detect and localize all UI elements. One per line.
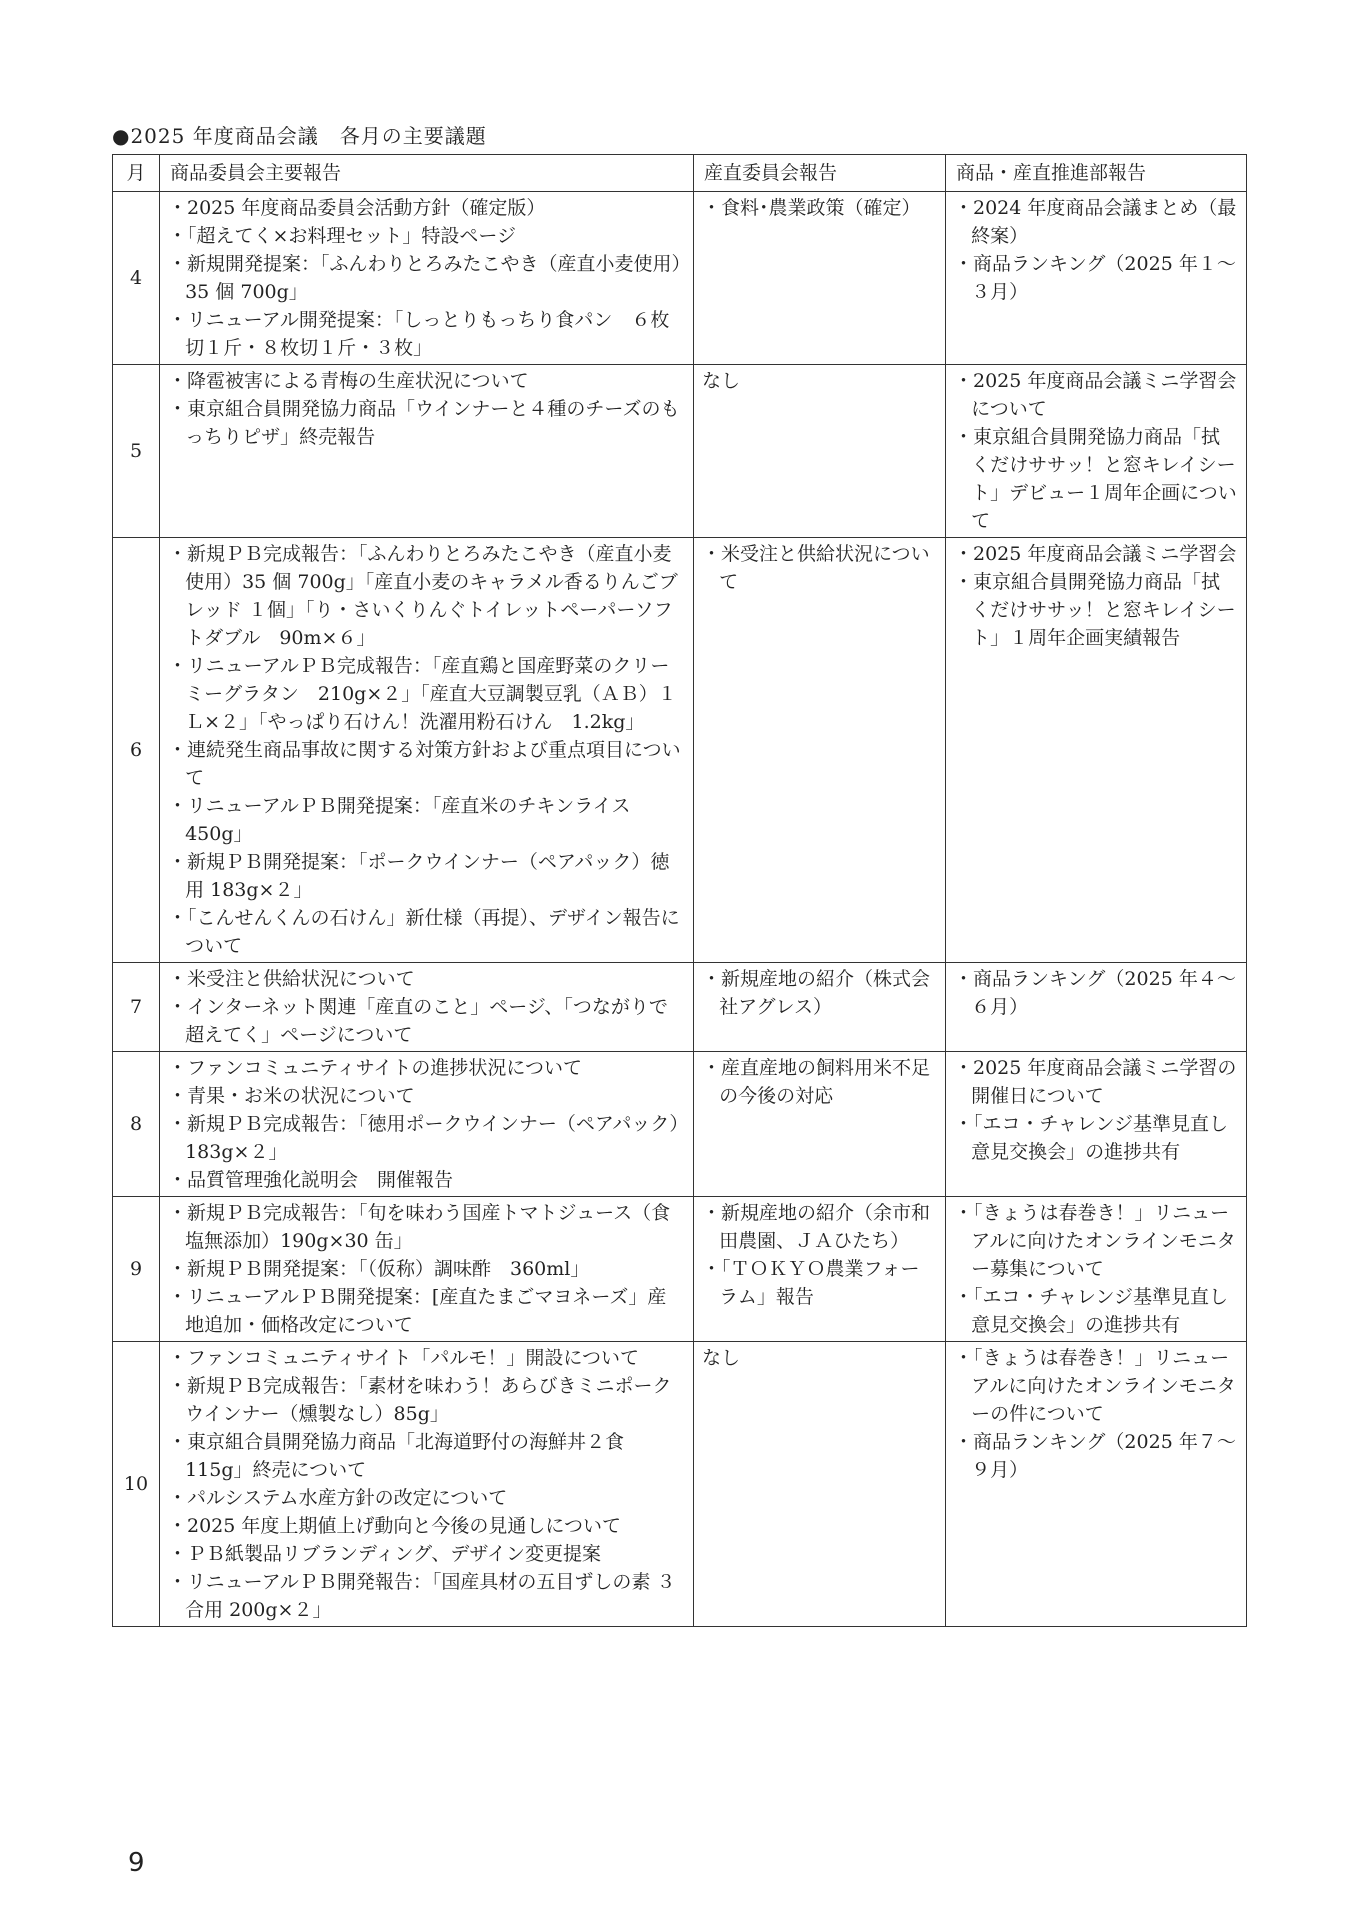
agenda-item: ・パルシステム水産方針の改定について <box>168 1487 508 1509</box>
sanchoku-committee-cell <box>694 365 946 538</box>
agenda-item: ・商品ランキング（2025 年４～６月） <box>954 968 1236 1018</box>
agenda-item: ・「こんせんくんの石けん」新仕様（再提）、デザイン報告について <box>168 907 680 957</box>
promotion-dept-cell <box>946 1342 1247 1627</box>
promotion-dept-cell <box>946 963 1247 1052</box>
section-heading: ●2025 年度商品会議 各月の主要議題 <box>112 124 487 148</box>
month-cell: 9 <box>113 1197 160 1342</box>
agenda-item: ・「きょうは春巻き！」リニューアルに向けたオンラインモニターの件について <box>954 1347 1236 1425</box>
header-shohin-committee: 商品委員会主要報告 <box>160 155 694 192</box>
agenda-item: ・商品ランキング（2025 年１～３月） <box>954 253 1236 303</box>
month-cell: 4 <box>113 192 160 365</box>
agenda-item: ・「ＴＯＫＹＯ農業フォーラム」報告 <box>702 1258 920 1308</box>
agenda-item: ・「超えてく×お料理セット」特設ページ <box>168 225 517 247</box>
promotion-dept-cell <box>946 1052 1247 1197</box>
agenda-item: ・東京組合員開発協力商品「拭くだけササッ！と窓キレイシート」１周年企画実績報告 <box>954 571 1236 649</box>
table-row <box>113 192 1247 365</box>
header-sanchoku-committee: 産直委員会報告 <box>694 155 946 192</box>
agenda-item: ・青果・お米の状況について <box>168 1085 415 1107</box>
promotion-dept-cell <box>946 192 1247 365</box>
agenda-item: ・東京組合員開発協力商品「拭くだけササッ！と窓キレイシート」デビュー１周年企画について <box>954 426 1237 532</box>
agenda-item: ・リニューアルＰＢ開発提案：[産直たまごマヨネーズ」産地追加・価格改定について <box>168 1286 667 1336</box>
shohin-committee-cell <box>160 963 694 1052</box>
table-row <box>113 1197 1247 1342</box>
agenda-item: ・米受注と供給状況について <box>702 543 930 593</box>
agenda-item: ・2025 年度上期値上げ動向と今後の見通しについて <box>168 1515 622 1537</box>
agenda-item: ・「エコ・チャレンジ基準見直し意見交換会」の進捗共有 <box>954 1113 1228 1163</box>
promotion-dept-cell <box>946 365 1247 538</box>
agenda-item: ・新規産地の紹介（株式会社アグレス） <box>702 968 931 1018</box>
agenda-item: ・「エコ・チャレンジ基準見直し意見交換会」の進捗共有 <box>954 1286 1228 1336</box>
sanchoku-committee-cell <box>694 1197 946 1342</box>
agenda-item: ・品質管理強化説明会 開催報告 <box>168 1169 454 1191</box>
agenda-item: ・新規ＰＢ開発提案：「ポークウインナー（ペアパック）徳用 183g×２」 <box>168 851 670 901</box>
agenda-item: ・2025 年度商品会議ミニ学習会について <box>954 370 1237 420</box>
agenda-item: ・「きょうは春巻き！」リニューアルに向けたオンラインモニター募集について <box>954 1202 1236 1280</box>
table-header-row <box>113 155 1247 192</box>
promotion-dept-cell <box>946 538 1247 963</box>
agenda-item: ・降雹被害による青梅の生産状況について <box>168 370 529 392</box>
sanchoku-committee-cell <box>694 538 946 963</box>
agenda-item: ・ＰＢ紙製品リブランディング、デザイン変更提案 <box>168 1543 602 1565</box>
shohin-committee-cell <box>160 1197 694 1342</box>
agenda-item: ・2025 年度商品委員会活動方針（確定版） <box>168 197 546 219</box>
page-number: 9 <box>128 1848 145 1878</box>
agenda-item: ・2025 年度商品会議ミニ学習会 <box>954 543 1237 565</box>
agenda-item: ・2024 年度商品会議まとめ（最終案） <box>954 197 1237 247</box>
table-body <box>113 192 1247 1627</box>
header-promotion-dept: 商品・産直推進部報告 <box>946 155 1247 192</box>
table-row <box>113 963 1247 1052</box>
agenda-item: ・ファンコミュニティサイト「パルモ！」開設について <box>168 1347 640 1369</box>
month-cell: 6 <box>113 538 160 963</box>
agenda-item: ・新規産地の紹介（余市和田農園、ＪＡひたち） <box>702 1202 931 1252</box>
table-row <box>113 365 1247 538</box>
agenda-item: ・新規ＰＢ完成報告：「旬を味わう国産トマトジュース（食塩無添加）190g×30 缶」 <box>168 1202 671 1252</box>
shohin-committee-cell <box>160 365 694 538</box>
agenda-item: ・リニューアルＰＢ完成報告：「産直鶏と国産野菜のクリーミーグラタン 210g×２」「産直大豆調製豆乳（ＡＢ）１Ｌ×２」「やっぱり石けん！洗濯用粉石けん 1.2kg」 <box>168 655 677 733</box>
agenda-item: ・米受注と供給状況について <box>168 968 415 990</box>
month-cell: 8 <box>113 1052 160 1197</box>
agenda-item: ・東京組合員開発協力商品「ウインナーと４種のチーズのもっちりピザ」終売報告 <box>168 398 680 448</box>
sanchoku-committee-cell <box>694 1342 946 1627</box>
agenda-item: ・新規ＰＢ完成報告：「素材を味わう！あらびきミニポークウインナー（燻製なし）85g」 <box>168 1375 672 1425</box>
month-cell: 10 <box>113 1342 160 1627</box>
agenda-item: ・食料･農業政策（確定） <box>702 197 921 219</box>
agenda-item: なし <box>702 370 741 392</box>
table-row <box>113 538 1247 963</box>
agenda-item: ・リニューアルＰＢ開発報告：「国産具材の五目ずしの素 ３合用 200g×２」 <box>168 1571 676 1621</box>
month-cell: 7 <box>113 963 160 1052</box>
agenda-item: ・新規ＰＢ完成報告：「ふんわりとろみたこやき（産直小麦使用）35 個 700g」「産直小麦のキャラメル香るりんごブレッド １個」「り・さいくりんぐトイレットペーパーソフトダブル 90m×６」 <box>168 543 678 649</box>
agenda-item: ・インターネット関連「産直のこと」ページ、「つながりで超えてく」ページについて <box>168 996 668 1046</box>
month-cell: 5 <box>113 365 160 538</box>
agenda-table <box>112 154 1247 1627</box>
shohin-committee-cell <box>160 1342 694 1627</box>
agenda-item: ・新規ＰＢ開発提案：「（仮称）調味酢 360ml」 <box>168 1258 590 1280</box>
agenda-item: ・ファンコミュニティサイトの進捗状況について <box>168 1057 583 1079</box>
table-row <box>113 1052 1247 1197</box>
agenda-item: ・新規開発提案：「ふんわりとろみたこやき（産直小麦使用）35 個 700g」 <box>168 253 682 303</box>
shohin-committee-cell <box>160 538 694 963</box>
header-month: 月 <box>113 155 160 192</box>
agenda-item: ・東京組合員開発協力商品「北海道野付の海鮮丼２食 115g」終売について <box>168 1431 625 1481</box>
agenda-item: ・リニューアルＰＢ開発提案：「産直米のチキンライス 450g」 <box>168 795 650 845</box>
promotion-dept-cell <box>946 1197 1247 1342</box>
sanchoku-committee-cell <box>694 963 946 1052</box>
agenda-item: ・産直産地の飼料用米不足の今後の対応 <box>702 1057 931 1107</box>
sanchoku-committee-cell <box>694 192 946 365</box>
sanchoku-committee-cell <box>694 1052 946 1197</box>
shohin-committee-cell <box>160 1052 698 1197</box>
agenda-item: ・商品ランキング（2025 年７～９月） <box>954 1431 1236 1481</box>
agenda-item: ・新規ＰＢ完成報告：「徳用ポークウインナー（ペアパック） 183g×２」 <box>168 1113 698 1163</box>
table-row <box>113 1342 1247 1627</box>
agenda-item: ・リニューアル開発提案：「しっとりもっちり食パン ６枚切１斤・８枚切１斤・３枚」 <box>168 309 670 359</box>
agenda-item: なし <box>702 1347 741 1369</box>
shohin-committee-cell <box>160 192 694 365</box>
agenda-item: ・連続発生商品事故に関する対策方針および重点項目について <box>168 739 681 789</box>
agenda-item: ・2025 年度商品会議ミニ学習の開催日について <box>954 1057 1237 1107</box>
